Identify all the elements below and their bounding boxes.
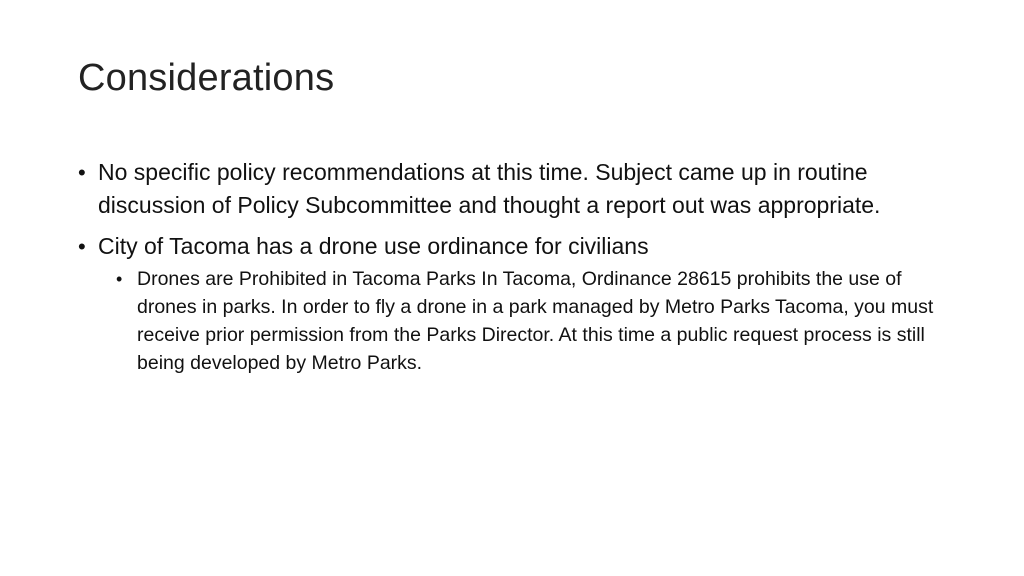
- bullet-list: [78, 156, 958, 385]
- bullet-icon: •: [78, 234, 86, 259]
- bullet-item-2: [78, 230, 958, 377]
- bullet-text: City of Tacoma has a drone use ordinance for civilians: [98, 233, 649, 259]
- sub-bullet-icon: •: [116, 269, 123, 289]
- sub-bullet-item-1: [116, 265, 958, 377]
- sub-bullet-text: Drones are Prohibited in Tacoma Parks In Tacoma, Ordinance 28615 prohibits the use of drones in parks. In order to fly a drone in a park managed by Metro Parks Tacoma, you must receive prior permission from the Parks Director. At this time a public request process is still being developed by Metro Parks.: [137, 268, 934, 374]
- bullet-icon: •: [78, 160, 86, 185]
- slide-title: Considerations: [78, 57, 335, 99]
- bullet-item-1: [78, 156, 958, 222]
- bullet-text: No specific policy recommendations at this time. Subject came up in routine discussion of Policy Subcommittee and thought a report out was appropriate.: [98, 159, 881, 218]
- sub-bullet-list: [98, 265, 958, 377]
